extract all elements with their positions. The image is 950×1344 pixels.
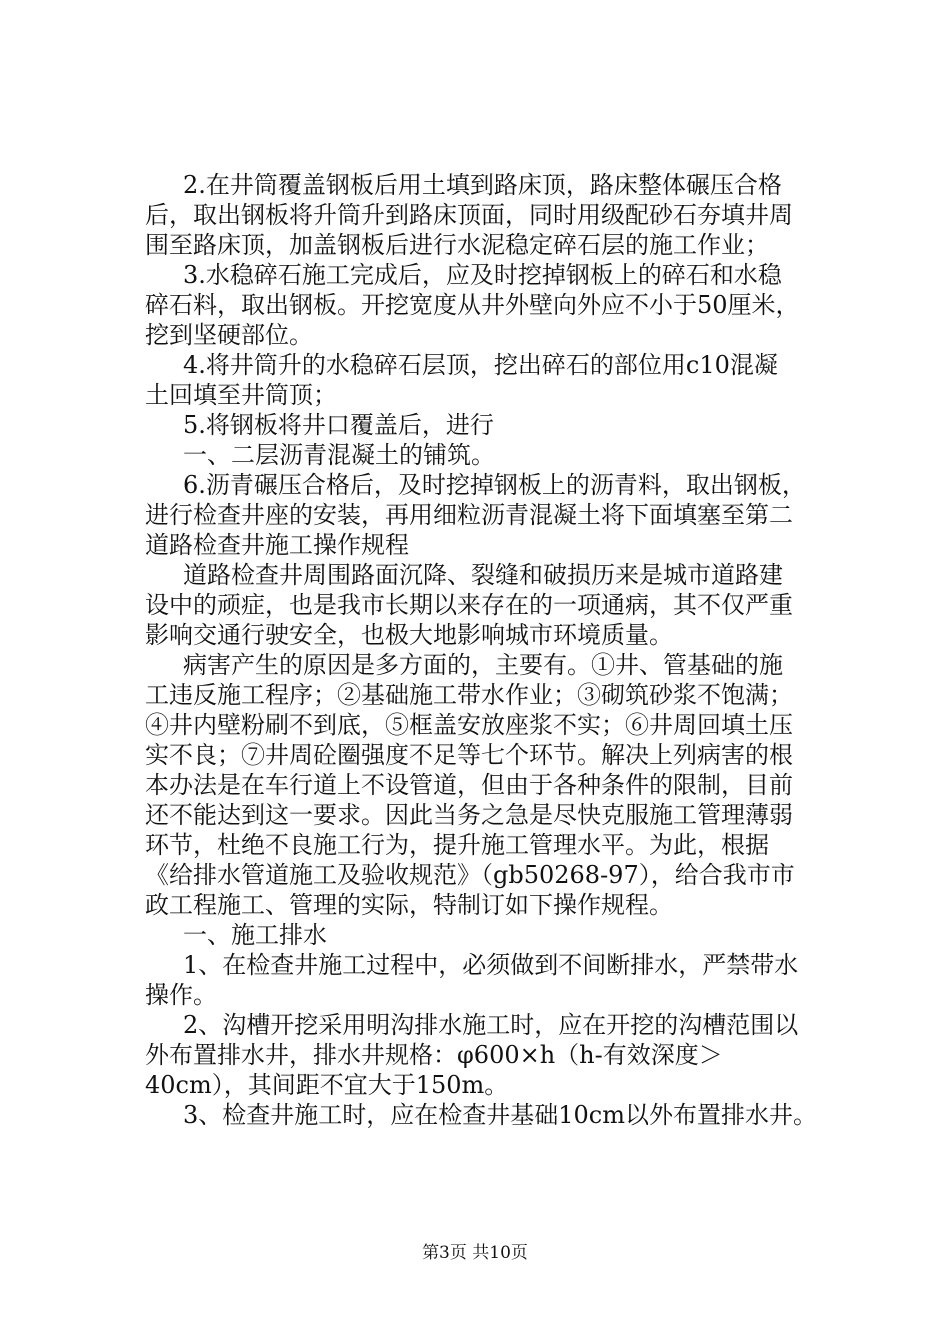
text-line: 5.将钢板将井口覆盖后，进行 — [183, 411, 494, 439]
text-line: 影响交通行驶安全，也极大地影响城市环境质量。 — [145, 621, 673, 649]
section-heading: 一、施工排水 — [183, 921, 327, 949]
text-line: 《给排水管道施工及验收规范》（gb50268-97），给合我市市 — [145, 861, 795, 889]
text-line: 进行检查井座的安装，再用细粒沥青混凝土将下面填塞至第二 — [145, 501, 793, 529]
text-line: 病害产生的原因是多方面的，主要有。①井、管基础的施 — [183, 651, 783, 679]
text-line: 土回填至井筒顶； — [145, 381, 337, 409]
text-line: 1、在检查井施工过程中，必须做到不间断排水，严禁带水 — [183, 951, 799, 979]
text-line: 环节，杜绝不良施工行为，提升施工管理水平。为此，根据 — [145, 831, 769, 859]
text-line: 碎石料，取出钢板。开挖宽度从井外壁向外应不小于50厘米， — [145, 291, 800, 319]
section-heading: 道路检查井施工操作规程 — [145, 531, 409, 559]
text-line: 一、二层沥青混凝土的铺筑。 — [183, 441, 495, 469]
text-line: 后，取出钢板将升筒升到路床顶面，同时用级配砂石夯填井周 — [145, 201, 793, 229]
text-line: 2.在井筒覆盖钢板后用土填到路床顶，路床整体碾压合格 — [183, 171, 782, 199]
text-line: 6.沥青碾压合格后，及时挖掉钢板上的沥青料，取出钢板， — [183, 471, 806, 499]
text-line: 40cm），其间距不宜大于150m。 — [145, 1071, 509, 1099]
text-line: ④井内壁粉刷不到底，⑤框盖安放座浆不实；⑥井周回填土压 — [145, 711, 793, 739]
text-line: 外布置排水井，排水井规格：φ600×h（h-有效深度＞ — [145, 1041, 723, 1069]
text-line: 围至路床顶，加盖钢板后进行水泥稳定碎石层的施工作业； — [145, 231, 769, 259]
text-line: 道路检查井周围路面沉降、裂缝和破损历来是城市道路建 — [183, 561, 783, 589]
text-line: 挖到坚硬部位。 — [145, 321, 313, 349]
text-line: 政工程施工、管理的实际，特制订如下操作规程。 — [145, 891, 673, 919]
text-line: 实不良；⑦井周砼圈强度不足等七个环节。解决上列病害的根 — [145, 741, 793, 769]
text-line: 工违反施工程序；②基础施工带水作业；③砌筑砂浆不饱满； — [145, 681, 793, 709]
document-body — [145, 170, 845, 1130]
text-line: 4.将井筒升的水稳碎石层顶，挖出碎石的部位用c10混凝 — [183, 351, 778, 379]
text-line: 本办法是在车行道上不设管道，但由于各种条件的限制，目前 — [145, 771, 793, 799]
text-line: 设中的顽症，也是我市长期以来存在的一项通病，其不仅严重 — [145, 591, 793, 619]
text-line: 还不能达到这一要求。因此当务之急是尽快克服施工管理薄弱 — [145, 801, 793, 829]
text-line: 2、沟槽开挖采用明沟排水施工时，应在开挖的沟槽范围以 — [183, 1011, 799, 1039]
text-line: 操作。 — [145, 981, 217, 1009]
page-number: 第3页 共10页 — [422, 1243, 528, 1263]
text-line: 3.水稳碎石施工完成后，应及时挖掉钢板上的碎石和水稳 — [183, 261, 782, 289]
text-line: 3、检查井施工时，应在检查井基础10cm以外布置排水井。 — [183, 1101, 818, 1129]
